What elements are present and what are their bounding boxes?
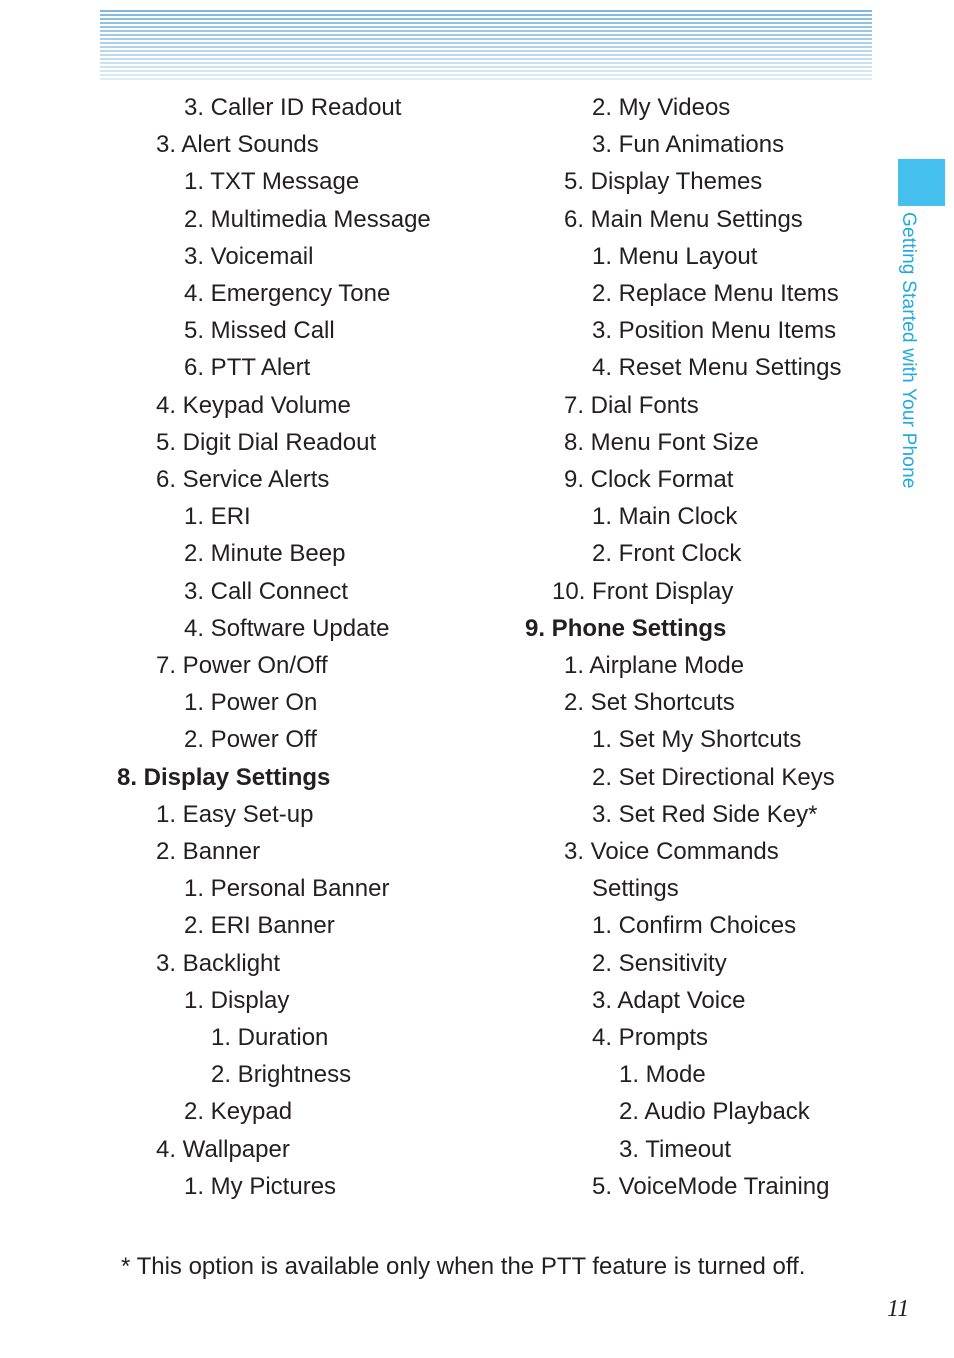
section-tab	[898, 159, 945, 206]
menu-item: 3. Voice Commands	[564, 838, 779, 865]
menu-item: 9. Clock Format	[564, 466, 734, 493]
menu-item: 3. Set Red Side Key*	[592, 801, 818, 828]
menu-item: 2. Multimedia Message	[184, 206, 431, 233]
menu-item: 4. Wallpaper	[156, 1136, 290, 1163]
menu-item: 8. Menu Font Size	[564, 429, 759, 456]
menu-item: 2. Set Directional Keys	[592, 764, 835, 791]
menu-item: 1. Display	[184, 987, 290, 1014]
menu-item: 4. Prompts	[592, 1024, 709, 1051]
section-heading: 8. Display Settings	[117, 764, 331, 791]
menu-item: 3. Position Menu Items	[592, 317, 837, 344]
menu-item: 4. Software Update	[184, 615, 390, 642]
menu-item: 6. Main Menu Settings	[564, 206, 803, 233]
menu-item: 3. Voicemail	[184, 243, 314, 270]
menu-item: 7. Power On/Off	[156, 652, 328, 679]
menu-item: 5. VoiceMode Training	[592, 1173, 830, 1200]
menu-item: 5. Missed Call	[184, 317, 335, 344]
menu-item: 3. Caller ID Readout	[184, 94, 402, 121]
menu-item: 2. Brightness	[211, 1061, 352, 1088]
menu-item: 1. ERI	[184, 503, 251, 530]
menu-item: 2. Minute Beep	[184, 540, 346, 567]
menu-item: 2. Keypad	[184, 1098, 293, 1125]
menu-item: 1. Confirm Choices	[592, 912, 797, 939]
menu-item: 1. Main Clock	[592, 503, 738, 530]
menu-item: 5. Display Themes	[564, 168, 763, 195]
menu-item: 7. Dial Fonts	[564, 392, 699, 419]
menu-item: 2. Power Off	[184, 726, 317, 753]
menu-item: 2. Set Shortcuts	[564, 689, 735, 716]
menu-item: 2. Sensitivity	[592, 950, 727, 977]
section-tab-label: Getting Started with Your Phone	[898, 212, 919, 489]
menu-item: 3. Backlight	[156, 950, 281, 977]
menu-item: 2. My Videos	[592, 94, 731, 121]
menu-item: 2. ERI Banner	[184, 912, 335, 939]
section-heading: 9. Phone Settings	[525, 615, 727, 642]
menu-item: 6. PTT Alert	[184, 354, 311, 381]
menu-item: 1. Power On	[184, 689, 318, 716]
menu-item: 1. Personal Banner	[184, 875, 390, 902]
menu-item: 1. Airplane Mode	[564, 652, 745, 679]
menu-item: 2. Audio Playback	[619, 1098, 810, 1125]
menu-item: 1. Easy Set-up	[156, 801, 314, 828]
menu-item: 1. Menu Layout	[592, 243, 758, 270]
page-number: 11	[887, 1296, 910, 1322]
footnote: * This option is available only when the PTT feature is turned off.	[121, 1253, 806, 1280]
menu-item: 10. Front Display	[552, 578, 734, 605]
menu-item: 1. Mode	[619, 1061, 706, 1088]
menu-item: 3. Call Connect	[184, 578, 349, 605]
menu-item: 2. Banner	[156, 838, 261, 865]
menu-item: 3. Adapt Voice	[592, 987, 746, 1014]
menu-item: 3. Alert Sounds	[156, 131, 319, 158]
menu-item: 4. Keypad Volume	[156, 392, 351, 419]
menu-item: 5. Digit Dial Readout	[156, 429, 377, 456]
menu-item: Settings	[592, 875, 679, 902]
menu-item: 3. Timeout	[619, 1136, 732, 1163]
menu-item: 4. Emergency Tone	[184, 280, 391, 307]
menu-item: 1. Set My Shortcuts	[592, 726, 802, 753]
menu-item: 1. Duration	[211, 1024, 329, 1051]
menu-item: 1. TXT Message	[184, 168, 360, 195]
menu-item: 1. My Pictures	[184, 1173, 337, 1200]
header-band	[100, 10, 872, 80]
menu-item: 4. Reset Menu Settings	[592, 354, 842, 381]
menu-item: 2. Front Clock	[592, 540, 742, 567]
menu-item: 6. Service Alerts	[156, 466, 330, 493]
menu-item: 3. Fun Animations	[592, 131, 785, 158]
menu-item: 2. Replace Menu Items	[592, 280, 839, 307]
